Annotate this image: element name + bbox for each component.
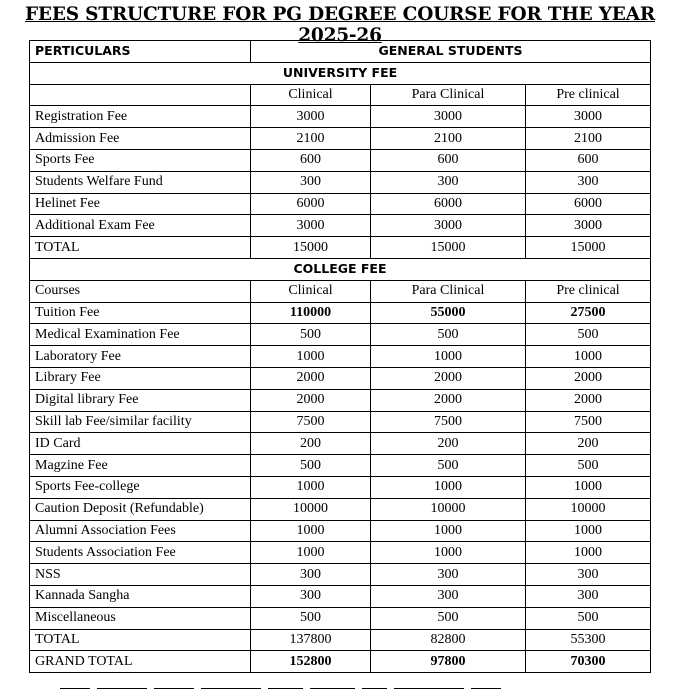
fee-value: 1000 [526, 346, 651, 368]
fee-value: 600 [251, 149, 371, 171]
fee-value: 10000 [371, 498, 526, 520]
table-row [30, 302, 651, 324]
fee-label: Laboratory Fee [30, 346, 251, 368]
grand-total-value: 152800 [251, 651, 371, 673]
fee-label: Alumni Association Fees [30, 520, 251, 542]
fee-label: Skill lab Fee/similar facility [30, 411, 251, 433]
fee-value: 1000 [251, 346, 371, 368]
fee-value: 3000 [371, 106, 526, 128]
column-header: Pre clinical [526, 280, 651, 302]
fee-value: 500 [371, 455, 526, 477]
fee-label: TOTAL [30, 629, 251, 651]
table-row [30, 237, 651, 259]
empty-cell [30, 84, 251, 106]
fee-value: 500 [371, 324, 526, 346]
fee-label: Tuition Fee [30, 302, 251, 324]
fee-value: 2000 [526, 389, 651, 411]
fee-label: Admission Fee [30, 128, 251, 150]
table-row [30, 629, 651, 651]
fee-label: Additional Exam Fee [30, 215, 251, 237]
fee-value: 500 [526, 607, 651, 629]
fee-value: 1000 [371, 520, 526, 542]
grand-total-value: 70300 [526, 651, 651, 673]
fee-value: 2000 [371, 367, 526, 389]
fee-label: Helinet Fee [30, 193, 251, 215]
fee-value: 300 [371, 171, 526, 193]
header-general-students: GENERAL STUDENTS [251, 41, 651, 63]
fee-label: Caution Deposit (Refundable) [30, 498, 251, 520]
fee-value: 1000 [526, 520, 651, 542]
table-row [30, 498, 651, 520]
fee-value: 7500 [251, 411, 371, 433]
fee-value: 300 [526, 564, 651, 586]
fee-label: Library Fee [30, 367, 251, 389]
fee-value: 300 [371, 585, 526, 607]
grand-total-value: 97800 [371, 651, 526, 673]
fee-value: 10000 [251, 498, 371, 520]
column-header: Para Clinical [371, 280, 526, 302]
column-header: Clinical [251, 280, 371, 302]
table-header-row [30, 41, 651, 63]
fee-value: 1000 [371, 346, 526, 368]
fee-value: 3000 [251, 106, 371, 128]
fee-value: 6000 [526, 193, 651, 215]
fee-value: 6000 [251, 193, 371, 215]
fee-value: 300 [251, 564, 371, 586]
fee-value: 1000 [251, 476, 371, 498]
table-row [30, 389, 651, 411]
fee-value: 300 [526, 171, 651, 193]
column-header: Pre clinical [526, 84, 651, 106]
table-row [30, 215, 651, 237]
fee-value: 137800 [251, 629, 371, 651]
fee-value: 500 [251, 607, 371, 629]
fee-value: 27500 [526, 302, 651, 324]
fee-value: 2100 [526, 128, 651, 150]
fee-value: 15000 [371, 237, 526, 259]
fee-value: 15000 [251, 237, 371, 259]
fee-value: 300 [251, 171, 371, 193]
table-row [30, 542, 651, 564]
fee-value: 300 [371, 564, 526, 586]
fee-value: 600 [371, 149, 526, 171]
fee-label: ID Card [30, 433, 251, 455]
fee-label: Registration Fee [30, 106, 251, 128]
courses-label: Courses [30, 280, 251, 302]
fee-value: 55300 [526, 629, 651, 651]
fee-label: Digital library Fee [30, 389, 251, 411]
fee-value: 1000 [251, 542, 371, 564]
university-fee-heading-row [30, 62, 651, 84]
university-columns-row [30, 84, 651, 106]
column-header: Para Clinical [371, 84, 526, 106]
fee-value: 200 [526, 433, 651, 455]
table-row [30, 346, 651, 368]
table-row [30, 520, 651, 542]
fee-value: 200 [251, 433, 371, 455]
fee-value: 1000 [371, 542, 526, 564]
fee-value: 2000 [251, 389, 371, 411]
fee-label: Sports Fee [30, 149, 251, 171]
table-row [30, 149, 651, 171]
fee-value: 300 [251, 585, 371, 607]
fee-label: Miscellaneous [30, 607, 251, 629]
table-row [30, 193, 651, 215]
table-row [30, 433, 651, 455]
college-columns-row [30, 280, 651, 302]
fee-value: 3000 [526, 106, 651, 128]
university-fee-heading: UNIVERSITY FEE [30, 62, 651, 84]
fee-label: Kannada Sangha [30, 585, 251, 607]
fee-label: NSS [30, 564, 251, 586]
university-fee-rows [30, 106, 651, 259]
table-row [30, 367, 651, 389]
college-fee-heading: COLLEGE FEE [30, 258, 651, 280]
college-fee-rows [30, 302, 651, 651]
table-row [30, 106, 651, 128]
table-row [30, 411, 651, 433]
table-row [30, 128, 651, 150]
page-title: FEES STRUCTURE FOR PG DEGREE COURSE FOR THE YEAR 2025-26 [24, 4, 656, 46]
fee-value: 1000 [526, 542, 651, 564]
college-fee-heading-row [30, 258, 651, 280]
fee-value: 2000 [526, 367, 651, 389]
table-row [30, 607, 651, 629]
fee-value: 1000 [371, 476, 526, 498]
fee-value: 500 [251, 324, 371, 346]
fee-value: 6000 [371, 193, 526, 215]
fee-value: 1000 [251, 520, 371, 542]
table-row [30, 324, 651, 346]
fee-value: 500 [526, 455, 651, 477]
fee-value: 55000 [371, 302, 526, 324]
fee-value: 7500 [371, 411, 526, 433]
fee-value: 3000 [251, 215, 371, 237]
fee-label: Students Welfare Fund [30, 171, 251, 193]
header-particulars: PERTICULARS [30, 41, 251, 63]
fee-value: 1000 [526, 476, 651, 498]
table-row [30, 564, 651, 586]
fee-label: TOTAL [30, 237, 251, 259]
column-header: Clinical [251, 84, 371, 106]
fees-table [29, 40, 651, 673]
fee-value: 200 [371, 433, 526, 455]
fee-value: 82800 [371, 629, 526, 651]
fee-value: 500 [371, 607, 526, 629]
fee-value: 600 [526, 149, 651, 171]
fee-value: 110000 [251, 302, 371, 324]
fee-label: Magzine Fee [30, 455, 251, 477]
grand-total-label: GRAND TOTAL [30, 651, 251, 673]
fee-value: 300 [526, 585, 651, 607]
fee-value: 7500 [526, 411, 651, 433]
fee-value: 2000 [371, 389, 526, 411]
fee-value: 2000 [251, 367, 371, 389]
fee-value: 3000 [371, 215, 526, 237]
table-row [30, 171, 651, 193]
table-row [30, 455, 651, 477]
fee-value: 3000 [526, 215, 651, 237]
table-row [30, 585, 651, 607]
fee-value: 2100 [371, 128, 526, 150]
grand-total-row [30, 651, 651, 673]
fee-value: 2100 [251, 128, 371, 150]
fee-value: 500 [526, 324, 651, 346]
fee-value: 500 [251, 455, 371, 477]
fee-value: 15000 [526, 237, 651, 259]
fee-label: Medical Examination Fee [30, 324, 251, 346]
fee-label: Sports Fee-college [30, 476, 251, 498]
table-row [30, 476, 651, 498]
fee-label: Students Association Fee [30, 542, 251, 564]
fee-value: 10000 [526, 498, 651, 520]
